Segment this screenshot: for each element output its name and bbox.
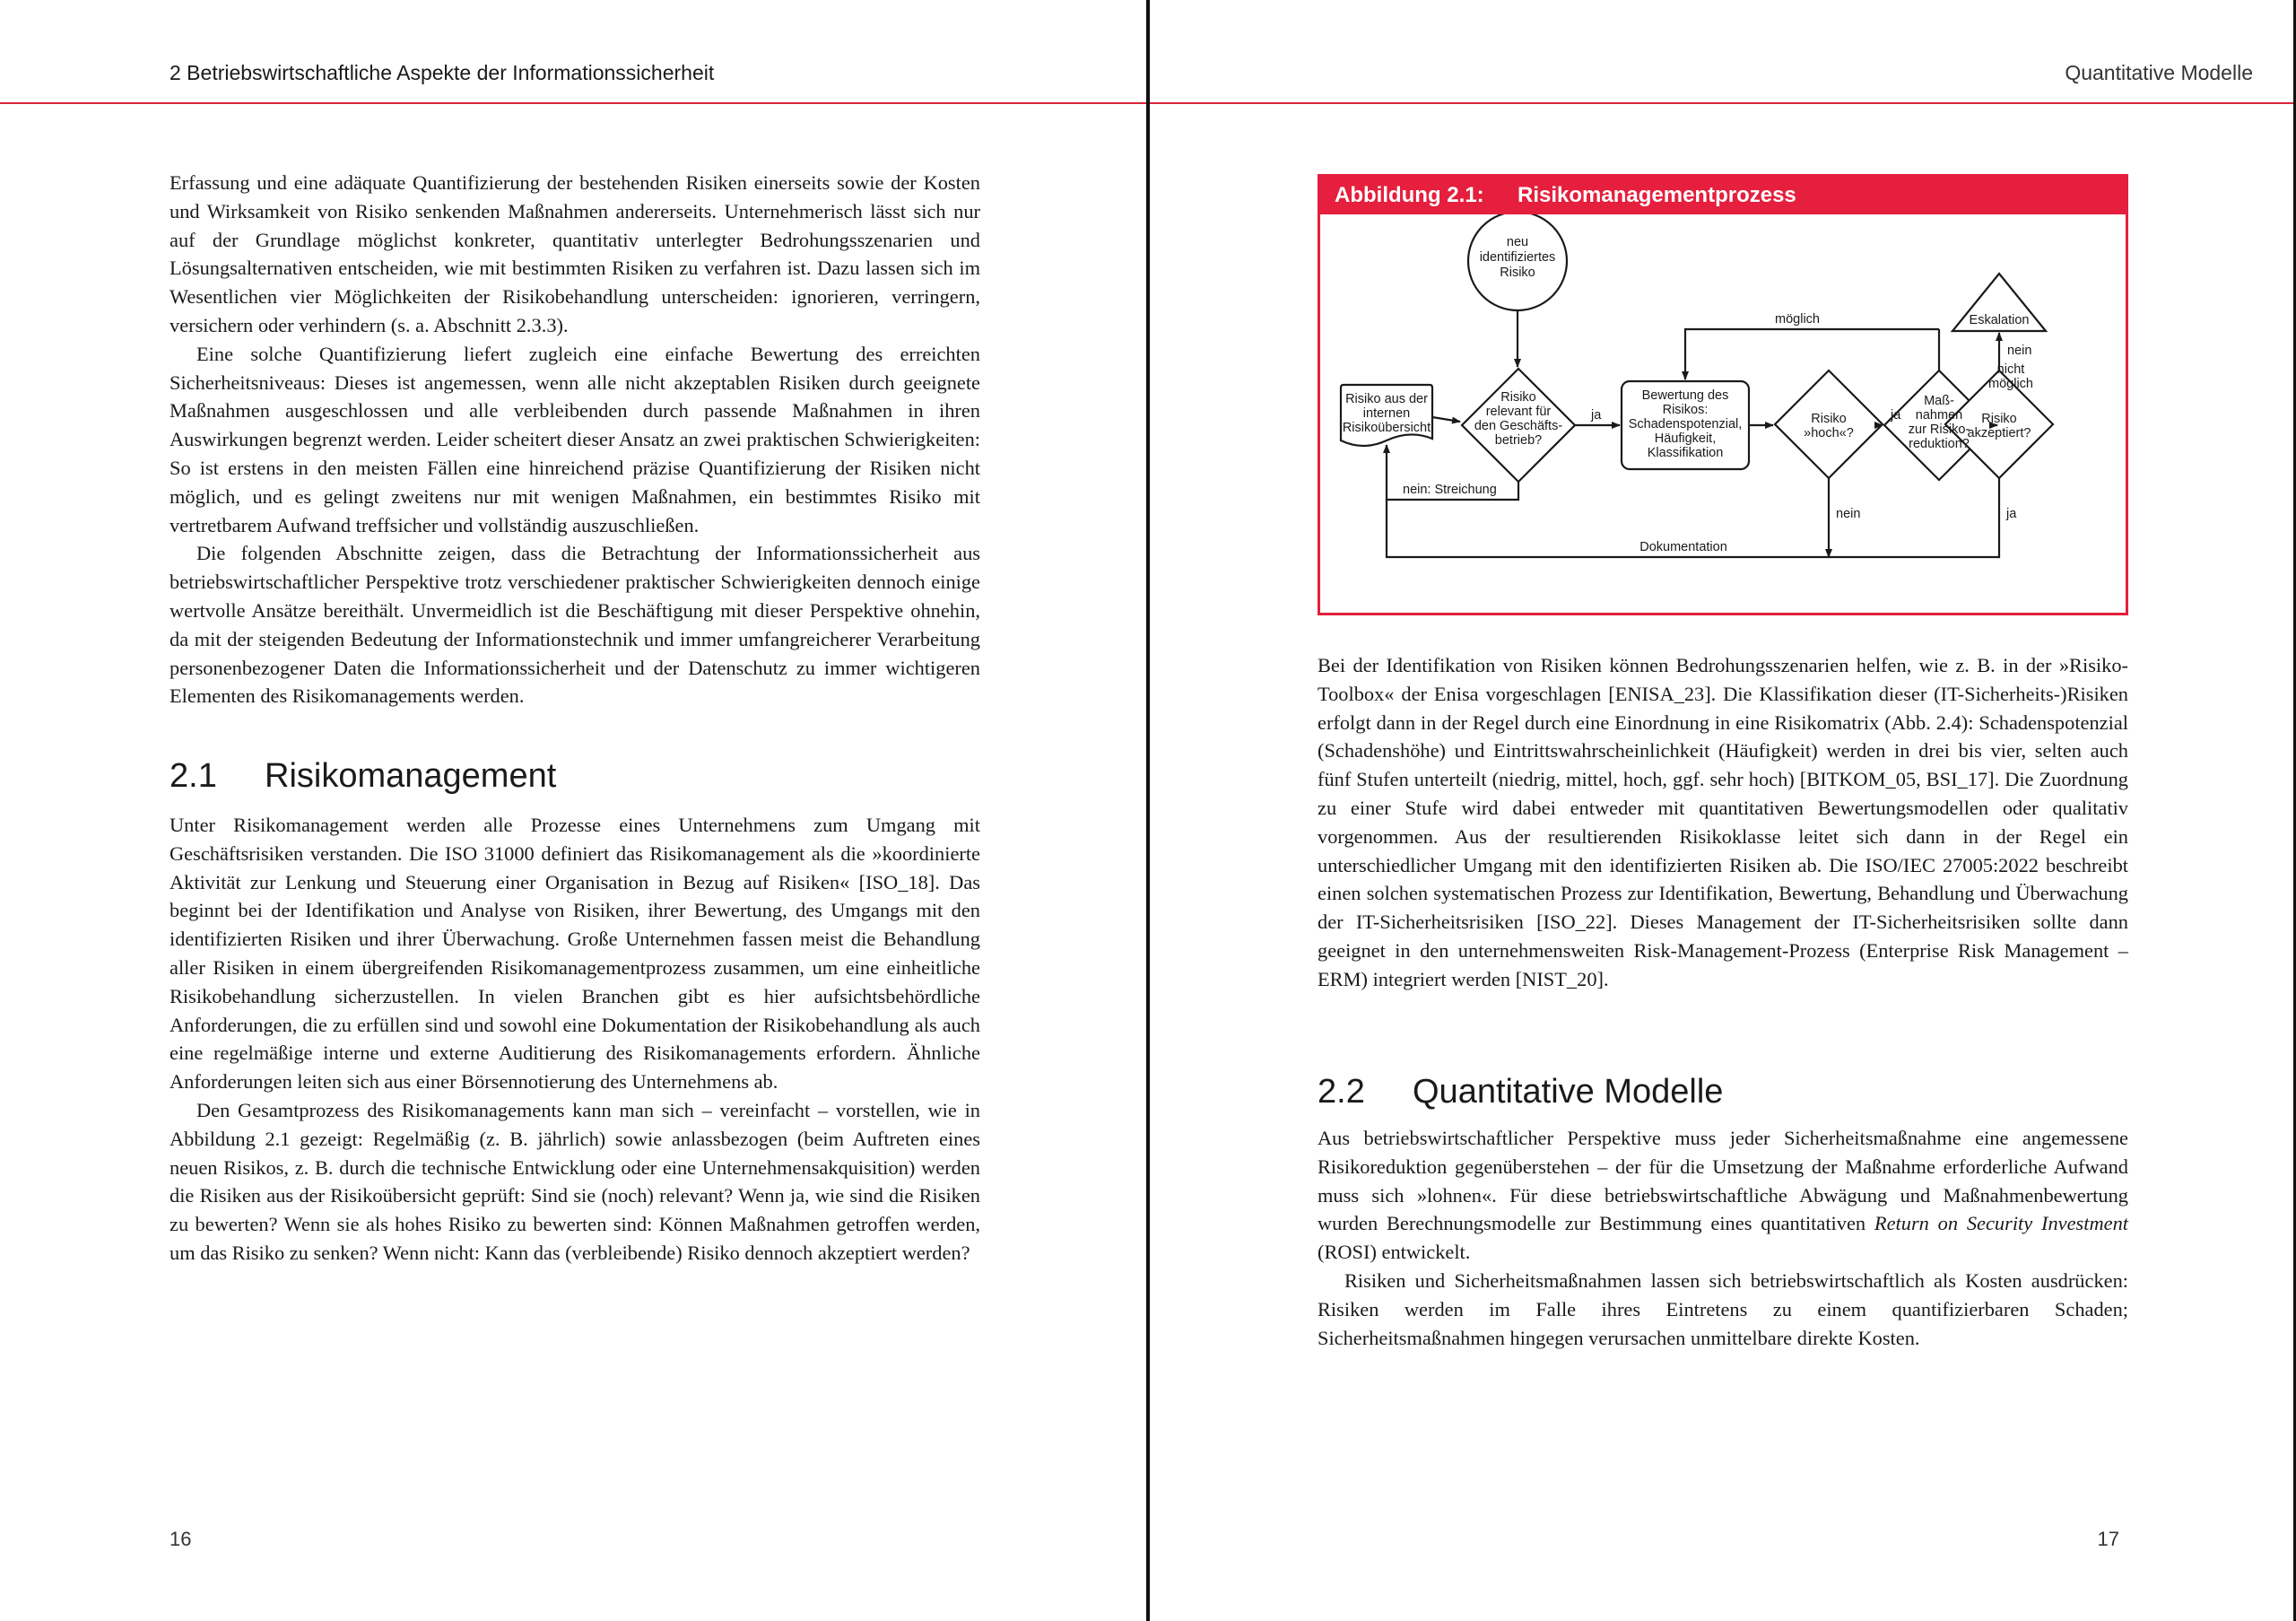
node-new-risk-line: identifiziertes — [1479, 250, 1556, 265]
node-assessment-line: Bewertung des — [1641, 388, 1729, 403]
running-head-right: Quantitative Modelle — [2065, 61, 2253, 84]
node-assessment-line: Häufigkeit, — [1654, 431, 1717, 446]
figure-caption — [1320, 177, 2126, 214]
node-assessment-line: Schadenspotenzial, — [1628, 417, 1743, 431]
node-overview-line: internen — [1362, 406, 1411, 421]
node-measures-line: reduktion? — [1909, 437, 1970, 451]
section-2-2-text — [1318, 1124, 2128, 1352]
page-number-left: 16 — [170, 1528, 192, 1550]
edge-label-ja: ja — [1591, 408, 1602, 423]
left-page — [0, 0, 1146, 1621]
node-relevant-line: relevant für — [1485, 405, 1552, 419]
node-measures-line: Maß- — [1924, 394, 1954, 408]
node-measures-line: zur Risiko- — [1908, 423, 1970, 437]
flowchart — [1320, 214, 2126, 613]
node-accepted-line: Risiko — [1981, 412, 2017, 426]
node-new-risk-line: neu — [1506, 235, 1529, 249]
section-number: 2.1 — [170, 757, 217, 795]
node-new-risk-line: Risiko — [1500, 266, 1535, 280]
node-high-line: »hoch«? — [1804, 426, 1854, 440]
header-rule-left — [0, 102, 1146, 104]
paragraph-part: (ROSI) entwickelt. — [1318, 1241, 1471, 1264]
node-relevant-line: den Geschäfts- — [1474, 419, 1563, 433]
node-high-line: Risiko — [1811, 412, 1847, 426]
section-number: 2.2 — [1318, 1073, 1365, 1111]
edge-label-nicht-moeglich: nicht — [1996, 362, 2025, 377]
paragraph: Risiken und Sicherheitsmaßnahmen lassen sich betriebswirtschaftlich als Kosten ausdrücken: Risiken werden im Falle ihres Eintretens zu einem quantifizierbaren Schaden; Sicherheitsmaßnahmen hingegen verursachen unmittelbare direkte Kosten. — [1318, 1268, 2128, 1349]
right-page — [1150, 0, 2296, 1621]
paragraph: Die folgenden Abschnitte zeigen, dass die Betrachtung der Informationssicherheit aus betriebswirtschaftlicher Perspektive trotz verschiedener praktischer Schwierigkeiten dennoch einige wertvolle Ansätze bereithält. Unvermeidlich ist die Beschäftigung mit dieser Perspektive ohnehin, da mit der steigenden Bedeutung der Informationstechnik und immer umfangreicherer Verarbeitung personenbezogener Daten die Informationssicherheit und der Datenschutz zu immer wichtigeren Elementen des Risikomanagements werden. — [170, 542, 980, 708]
paragraph: Bei der Identifikation von Risiken können Bedrohungsszenarien helfen, wie z. B. in der »Risiko-Toolbox« der Enisa vorgeschlagen [ENISA_23]. Die Klassifikation dieser (IT-Sicherheits-)Risiken erfolgt dann in der Regel durch eine Einordnung in eine Risikomatrix (Abb. 2.4): Schadenspotenzial (Schadenshöhe) und Eintrittswahrscheinlichkeit (Häufigkeit) werden in drei bis vier, selten auch fünf Stufen unterteilt (niedrig, mittel, hoch, ggf. sehr hoch) [BITKOM_05, BSI_17]. Die Zuordnung zu einer Stufe wird dabei entweder mit quantitativen Bewertungsmodellen oder qualitativ vorgenommen. Aus der resultierenden Risikoklasse leitet sich dann in der Regel ein unterschiedlicher Umgang mit den identifizierten Risiken ab. Die ISO/IEC 27005:2022 beschreibt einen solchen systematischen Prozess zur Identifikation, Bewertung, Behandlung und Überwachung der IT-Sicherheitsrisiken [ISO_22]. Dieses Management der IT-Sicherheitsrisiken sollte dann geeignet in den unternehmensweiten Risk-Management-Prozess (Enterprise Risk Management – ERM) integriert werden [NIST_20]. — [1318, 654, 2128, 990]
edge-label-nein: nein — [2007, 344, 2032, 358]
paragraph: Den Gesamtprozess des Risikomanagements kann man sich – vereinfacht – vorstellen, wie in Abbildung 2.1 gezeigt: Regelmäßig (z. B. jährlich) sowie anlassbezogen (beim Auftreten eines neuen Risikos, z. B. durch die technische Entwicklung oder eine Unternehmensakquisition) werden die Risiken aus der Risikoübersicht geprüft: Sind sie (noch) relevant? Wenn ja, wie sind die Risiken zu bewerten? Wenn sie als hohes Risiko zu bewerten sind: Können Maßnahmen getroffen werden, um das Risiko zu senken? Wenn nicht: Kann das (verbleibende) Risiko dennoch akzeptiert werden? — [170, 1098, 980, 1264]
node-relevant-line: Risiko — [1500, 390, 1536, 405]
paragraph — [1318, 1124, 2128, 1267]
running-head-left: 2 Betriebswirtschaftliche Aspekte der Informationssicherheit — [170, 61, 715, 84]
node-relevant-line: betrieb? — [1494, 433, 1543, 448]
section-heading-2-2 — [1318, 1072, 2128, 1111]
paragraph-part: Aus betriebswirtschaftlicher Perspektive muss jeder Sicherheitsmaßnahme eine angemessene Risikoreduktion gegenüberstehen – der für die Umsetzung der Maßnahme erforderliche Aufwand muss sich »lohnen«. Für diese betriebswirtschaftliche Abwägung und Maßnahmenbewertung wurden Berechnungsmodelle zur Bestimmung eines quantitativen — [1318, 1127, 2128, 1235]
node-accepted-line: akzeptiert? — [1967, 426, 2031, 440]
edge-label-dokumentation: Dokumentation — [1639, 540, 1727, 554]
paragraph: Erfassung und eine adäquate Quantifizierung der bestehenden Risiken einerseits sowie der Kosten und Wirksamkeit von Risiko senkenden Maßnahmen andererseits. Unternehmerisch lässt sich nur auf der Grundlage möglichst konkreter, quantitativ unterlegter Bedrohungsszenarien und Lösungsalternativen entscheiden, wie mit bestimmten Risiken zu verfahren ist. Dazu lassen sich im Wesentlichen vier Möglichkeiten der Risikobehandlung unterscheiden: ignorieren, verringern, versichern oder verhindern (s. a. Abschnitt 2.3.3). — [170, 171, 980, 336]
edge-label-nein: nein — [1836, 507, 1861, 521]
header-rule-right — [1150, 102, 2296, 104]
node-overview-line: Risiko aus der — [1345, 392, 1428, 406]
figure-2-1 — [1318, 174, 2128, 615]
node-escalation-label: Eskalation — [1969, 313, 2030, 327]
intro-text — [170, 169, 980, 710]
edge-label-nein-streichung: nein: Streichung — [1403, 483, 1497, 497]
figure-label: Abbildung 2.1: — [1335, 183, 1484, 207]
paragraph: Eine solche Quantifizierung liefert zugleich eine einfache Bewertung des erreichten Sicherheitsniveaus: Dieses ist angemessen, wenn alle nicht akzeptablen Risiken durch geeignete Maßnahmen ausgeschlossen und alle verbleibenden durch passende Maßnahmen in ihren Auswirkungen begrenzt werden. Leider scheitert dieser Ansatz an zwei praktischen Schwierigkeiten: So ist erstens in den meisten Fällen eine hinreichend präzise Quantifizierung der Risiken nicht möglich, und es gelingt zweitens nur mit wenigen Maßnahmen, ein bestimmtes Risiko mit vertretbarem Aufwand treffsicher und vollständig auszuschließen. — [170, 342, 980, 536]
identification-text — [1318, 651, 2128, 994]
section-heading-2-1 — [170, 756, 980, 796]
section-2-1-text — [170, 811, 980, 1268]
edge-label-moeglich: möglich — [1775, 312, 1820, 327]
node-measures-line: nahmen — [1915, 408, 1963, 423]
edge-label-ja: ja — [1891, 408, 1901, 423]
emphasis-term: Return on Security Investment — [1874, 1212, 2128, 1235]
section-title: Quantitative Modelle — [1413, 1073, 1724, 1111]
edge-label-nicht-moeglich: möglich — [1988, 377, 2033, 391]
node-assessment-line: Klassifikation — [1647, 446, 1724, 460]
edge-label-ja: ja — [2006, 507, 2017, 521]
section-title: Risikomanagement — [265, 757, 557, 795]
figure-title: Risikomanagementprozess — [1518, 183, 1796, 207]
paragraph: Unter Risikomanagement werden alle Prozesse eines Unternehmens zum Umgang mit Geschäftsrisiken verstanden. Die ISO 31000 definiert das Risikomanagement als die »koordinierte Aktivität zur Lenkung und Steuerung einer Organisation in Bezug auf Risiken« [ISO_18]. Das beginnt bei der Identifikation und Analyse von Risiken, ihrer Bewertung, des Umgangs mit den identifizierten Risiken und ihrer Überwachung. Große Unternehmen fassen meist die Behandlung aller Risiken in einem übergreifenden Risikomanagementprozess zusammen, um eine einheitliche Risikobehandlung sicherzustellen. In vielen Branchen gibt es hier aufsichtsbehördliche Anforderungen, die zu erfüllen sind und sowohl eine Dokumentation der Risikobehandlung als auch eine regelmäßige interne und externe Auditierung des Risikomanagements erfordern. Ähnliche Anforderungen leiten sich aus einer Börsennotierung des Unternehmens ab. — [170, 814, 980, 1094]
node-overview-line: Risikoübersicht — [1342, 421, 1431, 435]
node-assessment-line: Risikos: — [1662, 403, 1709, 417]
page-number-right: 17 — [2097, 1528, 2119, 1550]
